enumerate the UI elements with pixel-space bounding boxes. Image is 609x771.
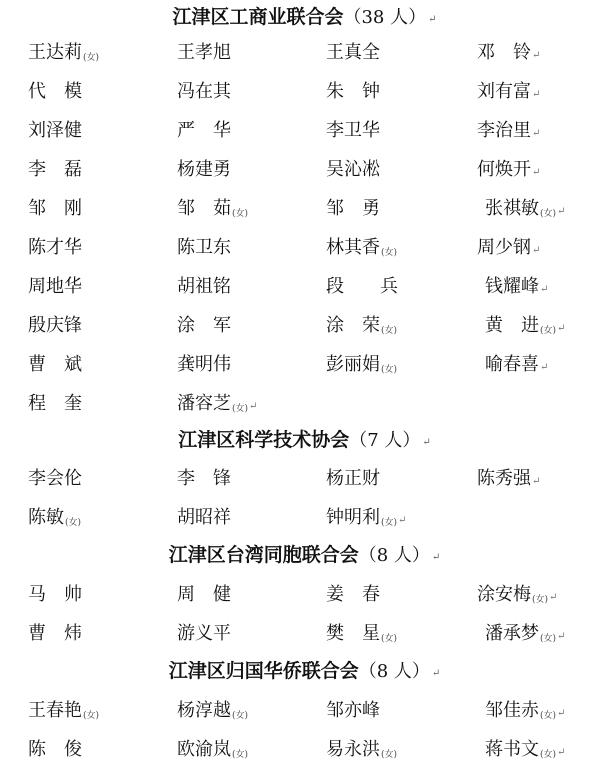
- paragraph-mark-icon: ↵: [532, 50, 541, 61]
- member-name: 彭丽娟$_{(女)}$: [326, 354, 398, 375]
- member-name: 李 磊: [28, 159, 82, 180]
- section-title-text: 江津区归国华侨联合会: [168, 660, 359, 682]
- member-name: 李 锋: [177, 468, 231, 489]
- member-name: 周 健: [177, 584, 231, 605]
- paragraph-mark-icon: ↵: [557, 708, 566, 719]
- member-name: 邹 茹$_{(女)}$: [177, 198, 249, 219]
- member-name: 龚明伟: [177, 354, 231, 375]
- member-name: 杨正财: [326, 468, 380, 489]
- member-name: 邓 铃↵: [477, 42, 541, 63]
- section-title-text: 江津区台湾同胞联合会: [168, 544, 359, 566]
- member-name: 陈卫东: [177, 237, 231, 258]
- member-name: 欧渝岚$_{(女)}$: [177, 739, 249, 760]
- name-row: [0, 389, 609, 419]
- member-name: 胡昭祥: [177, 507, 231, 528]
- member-name: 周少钢↵: [477, 237, 541, 258]
- member-name: 殷庆锋: [28, 315, 82, 336]
- member-name: 李治里↵: [477, 120, 541, 141]
- member-name: 潘容芝$_{(女)}$↵: [177, 393, 258, 414]
- name-row: [0, 233, 609, 263]
- member-name: 杨淳越$_{(女)}$: [177, 700, 249, 721]
- member-name: 涂 军: [177, 315, 231, 336]
- member-name: 张祺敏$_{(女)}$↵: [485, 198, 566, 219]
- paragraph-mark-icon: ↵: [540, 362, 549, 373]
- name-row: [0, 155, 609, 185]
- section-title-kexie: [0, 425, 609, 455]
- member-name: 严 华: [177, 120, 231, 141]
- section-title-gongshanglian: [0, 2, 609, 32]
- member-name: 程 奎: [28, 393, 82, 414]
- section-count: （7 人）: [349, 430, 421, 451]
- section-count: （38 人）: [343, 7, 427, 28]
- name-row: [0, 503, 609, 533]
- member-name: 陈才华: [28, 237, 82, 258]
- member-name: 易永洪$_{(女)}$: [326, 739, 398, 760]
- member-name: 邹亦峰: [326, 700, 380, 721]
- name-row: [0, 464, 609, 494]
- paragraph-mark-icon: ↵: [431, 668, 441, 679]
- name-row: [0, 350, 609, 380]
- paragraph-mark-icon: ↵: [249, 401, 258, 412]
- section-count: （8 人）: [358, 661, 430, 682]
- member-name: 胡祖铭: [177, 276, 231, 297]
- name-row: [0, 311, 609, 341]
- member-name: 钟明利$_{(女)}$↵: [326, 507, 407, 528]
- paragraph-mark-icon: ↵: [549, 592, 558, 603]
- member-name: 王春艳$_{(女)}$: [28, 700, 100, 721]
- member-name: 刘有富↵: [477, 81, 541, 102]
- name-row: [0, 38, 609, 68]
- paragraph-mark-icon: ↵: [532, 245, 541, 256]
- member-name: 段 兵: [326, 276, 398, 297]
- member-name: 涂 荣$_{(女)}$: [326, 315, 398, 336]
- paragraph-mark-icon: ↵: [557, 206, 566, 217]
- section-count: （8 人）: [358, 545, 430, 566]
- member-name: 姜 春: [326, 584, 380, 605]
- member-name: 王孝旭: [177, 42, 231, 63]
- member-name: 陈敏$_{(女)}$: [28, 507, 82, 528]
- member-name: 代 模: [28, 81, 82, 102]
- member-name: 钱耀峰↵: [485, 276, 549, 297]
- member-name: 吴沁凇: [326, 159, 380, 180]
- member-name: 李会伦: [28, 468, 82, 489]
- member-name: 林其香$_{(女)}$: [326, 237, 398, 258]
- section-title-tailian: [0, 540, 609, 570]
- name-row: [0, 272, 609, 302]
- member-name: 冯在其: [177, 81, 231, 102]
- name-row: [0, 696, 609, 726]
- paragraph-mark-icon: ↵: [557, 631, 566, 642]
- member-name: 潘承梦$_{(女)}$↵: [485, 623, 566, 644]
- name-row: [0, 77, 609, 107]
- member-name: 邹 勇: [326, 198, 380, 219]
- section-title-text: 江津区工商业联合会: [172, 6, 344, 28]
- paragraph-mark-icon: ↵: [557, 323, 566, 334]
- member-name: 王真全: [326, 42, 380, 63]
- member-name: 游义平: [177, 623, 231, 644]
- member-name: 杨建勇: [177, 159, 231, 180]
- paragraph-mark-icon: ↵: [398, 515, 407, 526]
- name-row: [0, 116, 609, 146]
- member-name: 邹佳赤$_{(女)}$↵: [485, 700, 566, 721]
- paragraph-mark-icon: ↵: [540, 284, 549, 295]
- paragraph-mark-icon: ↵: [532, 167, 541, 178]
- member-name: 陈 俊: [28, 739, 82, 760]
- name-row: [0, 194, 609, 224]
- paragraph-mark-icon: ↵: [431, 552, 441, 563]
- member-name: 陈秀强↵: [477, 468, 541, 489]
- section-title-text: 江津区科学技术协会: [178, 429, 350, 451]
- member-name: 曹 斌: [28, 354, 82, 375]
- member-name: 邹 刚: [28, 198, 82, 219]
- member-name: 曹 炜: [28, 623, 82, 644]
- paragraph-mark-icon: ↵: [532, 89, 541, 100]
- member-name: 黄 进$_{(女)}$↵: [485, 315, 566, 336]
- member-name: 何焕开↵: [477, 159, 541, 180]
- member-name: 蒋书文$_{(女)}$↵: [485, 739, 566, 760]
- paragraph-mark-icon: ↵: [557, 747, 566, 758]
- name-row: [0, 580, 609, 610]
- member-name: 涂安梅$_{(女)}$↵: [477, 584, 558, 605]
- paragraph-mark-icon: ↵: [422, 437, 431, 448]
- member-name: 周地华: [28, 276, 82, 297]
- member-name: 朱 钟: [326, 81, 380, 102]
- name-row: [0, 735, 609, 765]
- member-name: 马 帅: [28, 584, 82, 605]
- member-name: 喻春喜↵: [485, 354, 549, 375]
- member-name: 王达莉$_{(女)}$: [28, 42, 100, 63]
- name-row: [0, 619, 609, 649]
- paragraph-mark-icon: ↵: [532, 476, 541, 487]
- member-name: 刘泽健: [28, 120, 82, 141]
- paragraph-mark-icon: ↵: [428, 14, 437, 25]
- section-title-qiaolian: [0, 656, 609, 686]
- member-name: 李卫华: [326, 120, 380, 141]
- paragraph-mark-icon: ↵: [532, 128, 541, 139]
- member-name: 樊 星$_{(女)}$: [326, 623, 398, 644]
